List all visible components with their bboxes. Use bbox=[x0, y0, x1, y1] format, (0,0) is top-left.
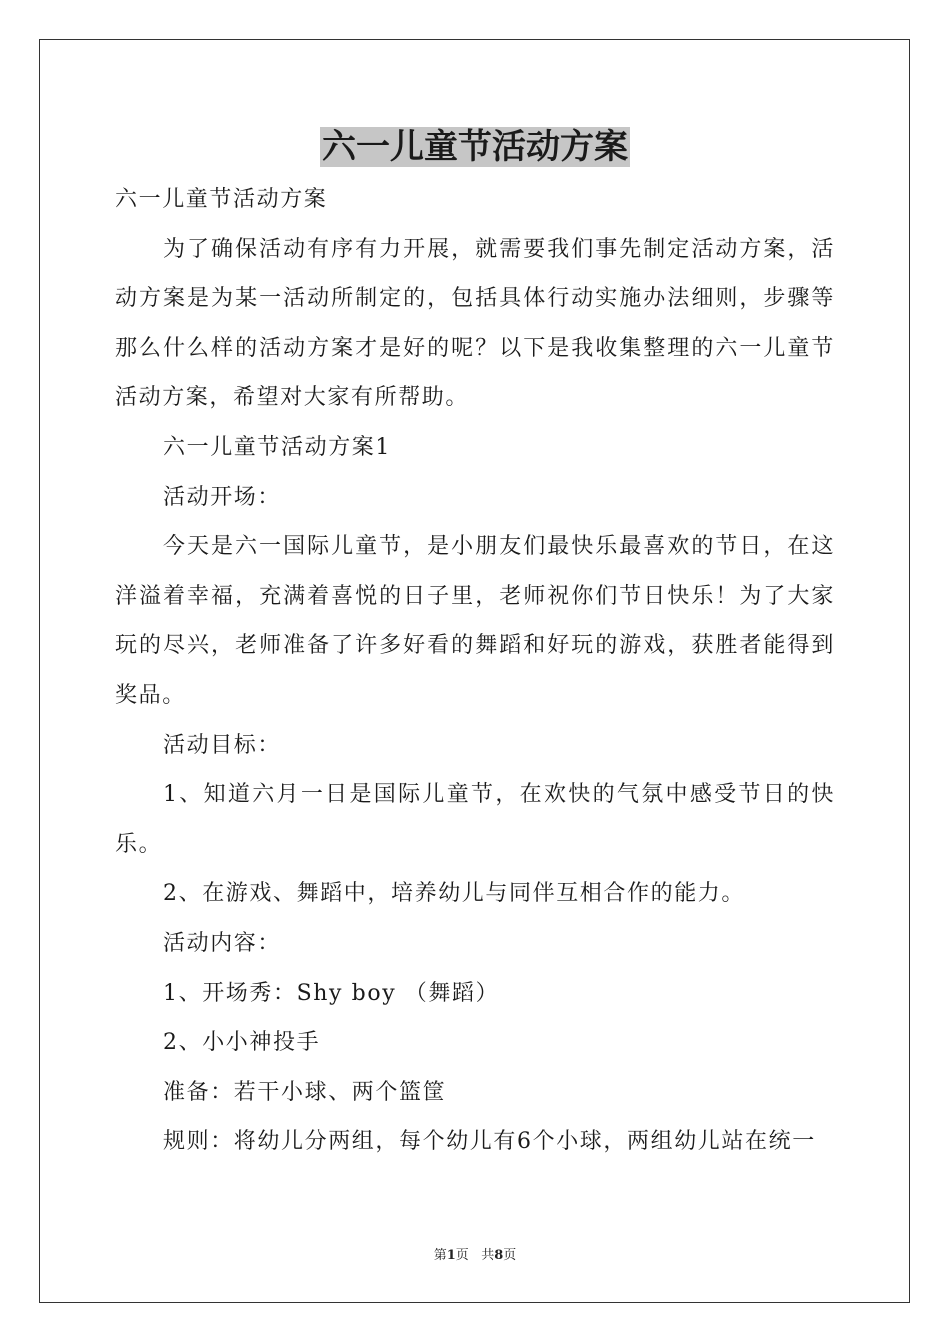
page-total-count: 8 bbox=[494, 1248, 504, 1263]
page-footer bbox=[0, 1247, 950, 1265]
body-paragraph: 六一儿童节活动方案1 bbox=[163, 434, 391, 460]
page-number-prefix: 第 bbox=[433, 1248, 447, 1263]
body-paragraph: 2、在游戏、舞蹈中，培养幼儿与同伴互相合作的能力。 bbox=[163, 881, 745, 907]
body-paragraph: 活动开场： bbox=[163, 484, 282, 510]
body-paragraph: 今天是六一国际儿童节，是小朋友们最快乐最喜欢的节日，在这洋溢着幸福，充满着喜悦的日子里，老师祝你们节日快乐！为了大家玩的尽兴，老师准备了许多好看的舞蹈和好玩的游戏，获胜者能得到奖品。 bbox=[115, 534, 835, 708]
body-paragraph: 1、知道六月一日是国际儿童节，在欢快的气氛中感受节日的快乐。 bbox=[115, 782, 835, 857]
document-title-text: 六一儿童节活动方案 bbox=[322, 127, 628, 167]
body-paragraph: 规则：将幼儿分两组，每个幼儿有6个小球，两组幼儿站在统一 bbox=[163, 1129, 816, 1155]
body-paragraph: 为了确保活动有序有力开展，就需要我们事先制定活动方案，活动方案是为某一活动所制定的，包括具体行动实施办法细则，步骤等那么什么样的活动方案才是好的呢？以下是我收集整理的六一儿童节活动方案，希望对大家有所帮助。 bbox=[115, 236, 835, 411]
page-total-prefix: 共 bbox=[481, 1248, 495, 1263]
body-paragraph: 活动目标： bbox=[163, 732, 282, 758]
body-paragraph: 1、开场秀：Shy boy （舞蹈） bbox=[163, 980, 500, 1006]
page-number-suffix: 页 bbox=[455, 1248, 469, 1263]
page-total-suffix: 页 bbox=[503, 1248, 517, 1263]
body-paragraph: 六一儿童节活动方案 bbox=[115, 187, 328, 212]
document-body bbox=[115, 175, 835, 1167]
body-paragraph: 准备：若干小球、两个篮筐 bbox=[163, 1079, 447, 1105]
body-paragraph: 2、小小神投手 bbox=[163, 1030, 321, 1056]
page-number-current: 1 bbox=[446, 1248, 456, 1263]
document-title bbox=[0, 122, 950, 172]
body-paragraph: 活动内容： bbox=[163, 930, 282, 956]
